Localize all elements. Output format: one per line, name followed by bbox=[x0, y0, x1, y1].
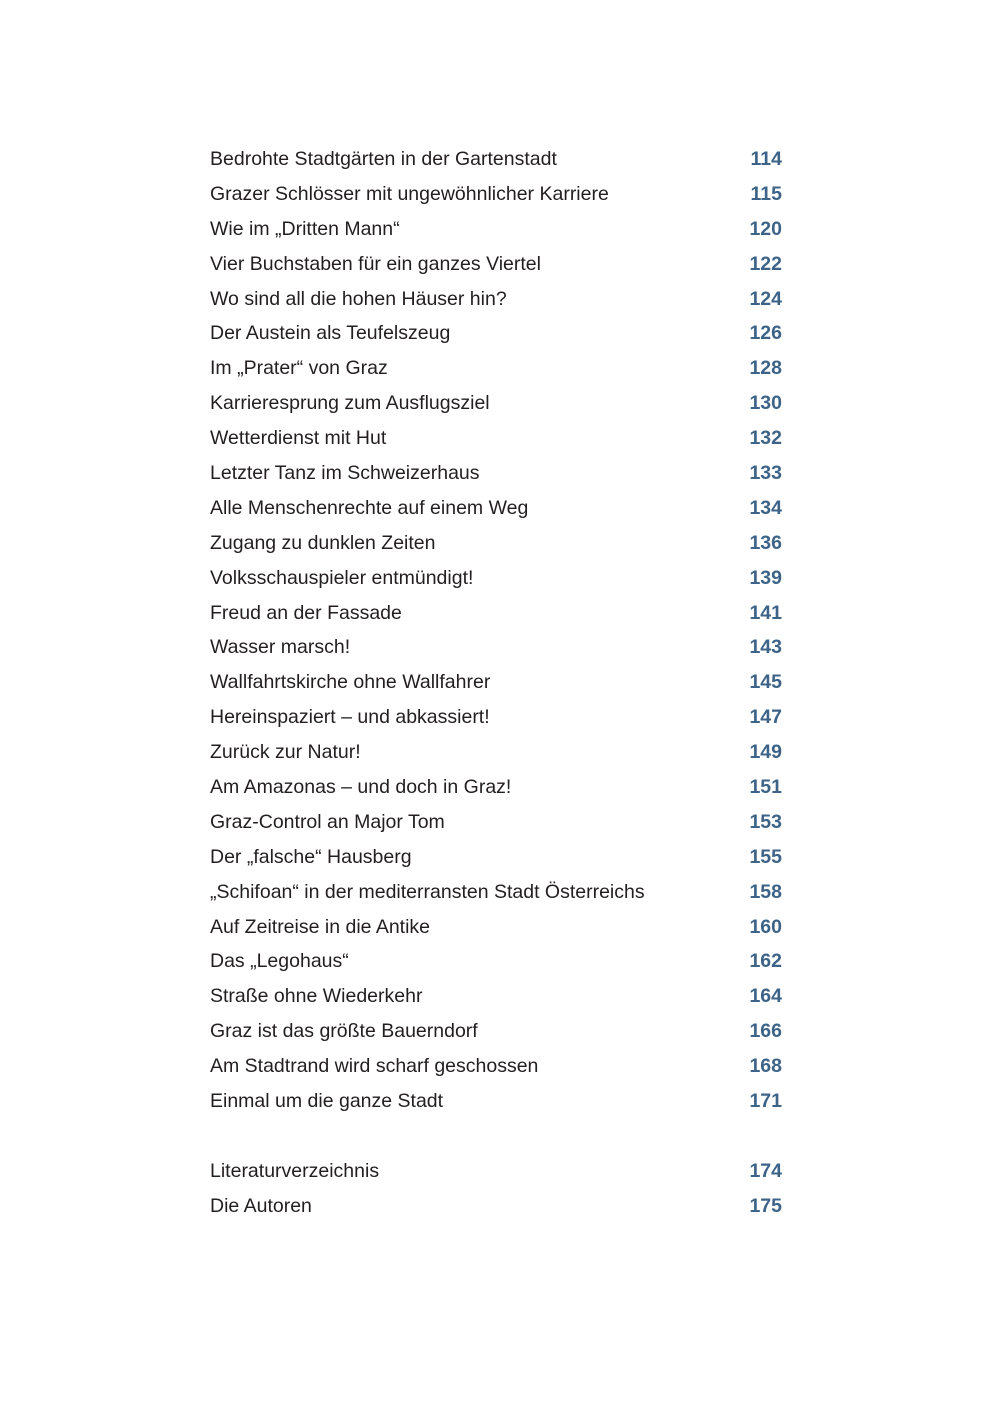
toc-entry-page-number: 141 bbox=[749, 601, 782, 624]
toc-entry-title: Letzter Tanz im Schweizerhaus bbox=[210, 461, 480, 484]
toc-entry bbox=[210, 526, 782, 561]
toc-entry-page-number: 147 bbox=[749, 706, 782, 729]
toc-entry-page-number: 151 bbox=[749, 775, 782, 798]
toc-entry bbox=[210, 875, 782, 910]
toc-entry bbox=[210, 979, 782, 1014]
toc-entry-title: Im „Prater“ von Graz bbox=[210, 357, 388, 380]
toc-entry-page-number: 162 bbox=[749, 950, 782, 973]
toc-entry-title: Der Austein als Teufelszeug bbox=[210, 322, 451, 345]
toc-entry-title: Grazer Schlösser mit ungewöhnlicher Karriere bbox=[210, 182, 609, 205]
toc-entry-title: Zugang zu dunklen Zeiten bbox=[210, 531, 436, 554]
toc-entry-page-number: 130 bbox=[749, 392, 782, 415]
toc-entry bbox=[210, 316, 782, 351]
toc-entry bbox=[210, 944, 782, 979]
table-of-contents bbox=[210, 142, 782, 1224]
toc-entry-page-number: 126 bbox=[749, 322, 782, 345]
toc-entry-title: Karrieresprung zum Ausflugsziel bbox=[210, 392, 490, 415]
toc-entry-title: Bedrohte Stadtgärten in der Gartenstadt bbox=[210, 147, 557, 170]
toc-entry-title: Freud an der Fassade bbox=[210, 601, 402, 624]
toc-entry-page-number: 133 bbox=[749, 461, 782, 484]
toc-entry-page-number: 132 bbox=[749, 427, 782, 450]
toc-entry-page-number: 134 bbox=[749, 496, 782, 519]
toc-entry-title: Literaturverzeichnis bbox=[210, 1159, 380, 1182]
toc-back-matter bbox=[210, 1154, 782, 1224]
toc-entry bbox=[210, 770, 782, 805]
toc-entry-page-number: 124 bbox=[749, 287, 782, 310]
toc-entry-page-number: 114 bbox=[750, 147, 782, 170]
toc-entry-page-number: 155 bbox=[749, 845, 782, 868]
toc-entry-page-number: 139 bbox=[749, 566, 782, 589]
toc-entry-page-number: 115 bbox=[750, 182, 782, 205]
toc-entry bbox=[210, 142, 782, 177]
toc-entry-title: Hereinspaziert – und abkassiert! bbox=[210, 706, 490, 729]
toc-entry-page-number: 128 bbox=[749, 357, 782, 380]
toc-entry bbox=[210, 1049, 782, 1084]
toc-entry-title: „Schifoan“ in der mediterransten Stadt Österreichs bbox=[210, 880, 645, 903]
toc-entries bbox=[210, 142, 782, 1119]
toc-entry-title: Wo sind all die hohen Häuser hin? bbox=[210, 287, 507, 310]
toc-entry bbox=[210, 212, 782, 247]
toc-entry-title: Am Amazonas – und doch in Graz! bbox=[210, 775, 512, 798]
toc-entry bbox=[210, 386, 782, 421]
toc-entry-page-number: 136 bbox=[749, 531, 782, 554]
toc-entry bbox=[210, 561, 782, 596]
toc-entry-title: Auf Zeitreise in die Antike bbox=[210, 915, 431, 938]
toc-entry-title: Graz ist das größte Bauerndorf bbox=[210, 1020, 478, 1043]
toc-entry-title: Am Stadtrand wird scharf geschossen bbox=[210, 1055, 539, 1078]
toc-entry-page-number: 174 bbox=[749, 1159, 782, 1182]
toc-entry-page-number: 122 bbox=[749, 252, 782, 275]
toc-entry bbox=[210, 456, 782, 491]
toc-entry bbox=[210, 247, 782, 282]
toc-entry-title: Graz-Control an Major Tom bbox=[210, 810, 445, 833]
toc-entry-page-number: 164 bbox=[749, 985, 782, 1008]
toc-back-matter-entry bbox=[210, 1154, 782, 1189]
toc-entry bbox=[210, 596, 782, 631]
toc-entry-title: Wie im „Dritten Mann“ bbox=[210, 217, 400, 240]
toc-entry bbox=[210, 630, 782, 665]
toc-entry bbox=[210, 351, 782, 386]
toc-entry-page-number: 145 bbox=[749, 671, 782, 694]
toc-entry bbox=[210, 910, 782, 945]
toc-entry-title: Zurück zur Natur! bbox=[210, 741, 361, 764]
toc-entry bbox=[210, 282, 782, 317]
toc-entry bbox=[210, 700, 782, 735]
toc-entry-page-number: 149 bbox=[749, 741, 782, 764]
toc-entry-page-number: 166 bbox=[749, 1020, 782, 1043]
toc-entry-title: Das „Legohaus“ bbox=[210, 950, 349, 973]
toc-back-matter-entry bbox=[210, 1189, 782, 1224]
toc-entry bbox=[210, 421, 782, 456]
toc-entry bbox=[210, 1014, 782, 1049]
toc-entry bbox=[210, 735, 782, 770]
toc-entry-page-number: 153 bbox=[749, 810, 782, 833]
toc-entry-title: Vier Buchstaben für ein ganzes Viertel bbox=[210, 252, 541, 275]
toc-entry bbox=[210, 491, 782, 526]
toc-entry-title: Alle Menschenrechte auf einem Weg bbox=[210, 496, 529, 519]
toc-entry bbox=[210, 840, 782, 875]
toc-entry-title: Wallfahrtskirche ohne Wallfahrer bbox=[210, 671, 491, 694]
toc-entry bbox=[210, 665, 782, 700]
toc-entry bbox=[210, 1084, 782, 1119]
toc-entry-page-number: 143 bbox=[749, 636, 782, 659]
toc-entry-title: Wasser marsch! bbox=[210, 636, 351, 659]
toc-entry bbox=[210, 177, 782, 212]
toc-entry-title: Einmal um die ganze Stadt bbox=[210, 1089, 444, 1112]
toc-entry-page-number: 160 bbox=[749, 915, 782, 938]
toc-entry-title: Der „falsche“ Hausberg bbox=[210, 845, 412, 868]
toc-entry-page-number: 171 bbox=[749, 1089, 782, 1112]
toc-entry-page-number: 168 bbox=[749, 1055, 782, 1078]
toc-entry-title: Wetterdienst mit Hut bbox=[210, 427, 387, 450]
toc-entry-title: Straße ohne Wiederkehr bbox=[210, 985, 423, 1008]
toc-entry-title: Die Autoren bbox=[210, 1194, 312, 1217]
toc-entry bbox=[210, 805, 782, 840]
toc-entry-page-number: 175 bbox=[749, 1194, 782, 1217]
toc-entry-title: Volksschauspieler entmündigt! bbox=[210, 566, 474, 589]
toc-section-gap bbox=[210, 1119, 782, 1154]
toc-entry-page-number: 158 bbox=[749, 880, 782, 903]
toc-entry-page-number: 120 bbox=[749, 217, 782, 240]
